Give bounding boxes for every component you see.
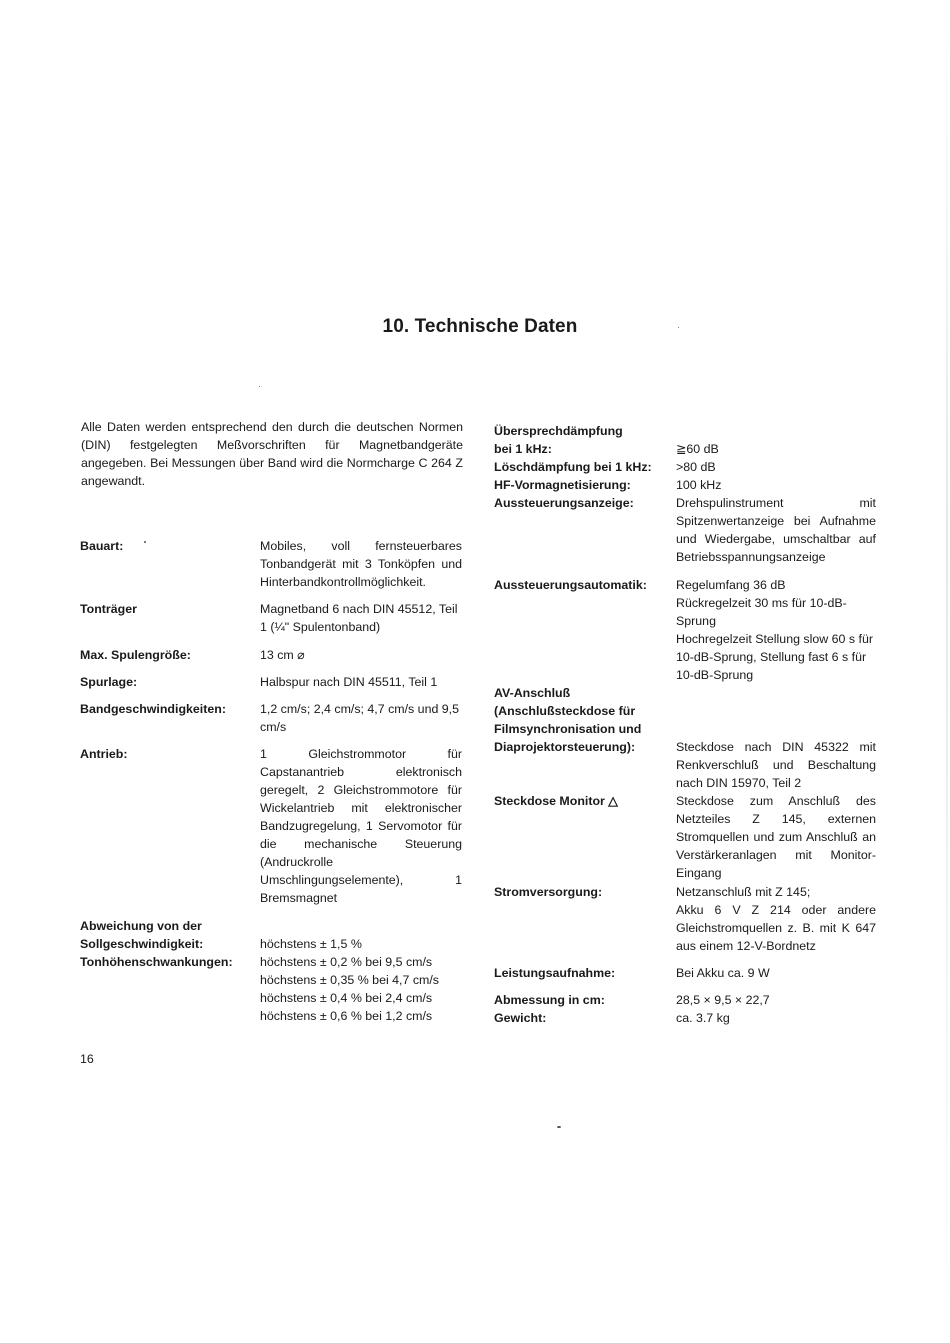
loeschdaempfung-label: Löschdämpfung bei 1 kHz: — [494, 460, 652, 474]
av-anschluss-value: Steckdose nach DIN 45322 mit Renkverschluß und Beschaltung nach DIN 15970, Teil 2 — [676, 740, 876, 790]
hf-vormagnetisierung-value: 100 kHz — [676, 478, 722, 492]
uebersprech-label-2: bei 1 kHz: — [494, 442, 552, 456]
spurlage-label: Spurlage: — [80, 675, 138, 689]
steckdose-monitor-label: Steckdose Monitor △ — [494, 794, 618, 808]
av-anschluss-label-2: (Anschlußsteckdose für — [494, 704, 636, 718]
aussteuerungsanzeige-value: Drehspulinstrument mit Spitzenwertanzeige bei Aufnahme und Wiedergabe, umschaltbar auf Betriebsspannungsanzeige — [676, 496, 876, 564]
tonhoehe-line: höchstens ± 0,4 % bei 2,4 cm/s — [260, 991, 433, 1005]
page-title: 10. Technische Daten — [382, 316, 578, 337]
automatik-line: Rückregelzeit 30 ms für 10-dB-Sprung — [676, 596, 847, 628]
tonhoehe-line: höchstens ± 0,35 % bei 4,7 cm/s — [260, 973, 439, 987]
abmessung-value: 28,5 × 9,5 × 22,7 — [676, 993, 770, 1007]
scan-speck — [259, 386, 260, 387]
automatik-line: Hochregelzeit Stellung slow 60 s für 10-dB-Sprung, Stellung fast 6 s für 10-dB-Sprung — [676, 632, 873, 682]
spulengroesse-label: Max. Spulengröße: — [80, 648, 191, 662]
tontraeger-value: Magnetband 6 nach DIN 45512, Teil 1 (¼" Spulentonband) — [260, 602, 458, 634]
bauart-label: Bauart: — [80, 539, 124, 553]
tonhoehe-label: Tonhöhenschwankungen: — [80, 955, 233, 969]
stromversorgung-line: Netzanschluß mit Z 145; — [676, 885, 811, 899]
scan-speck — [678, 327, 679, 328]
abmessung-label: Abmessung in cm: — [494, 993, 605, 1007]
bandgeschwindigkeiten-label: Bandgeschwindigkeiten: — [80, 702, 226, 716]
abweichung-label-1: Abweichung von der — [80, 919, 202, 933]
automatik-line: Regelumfang 36 dB — [676, 578, 786, 592]
gewicht-value: ca. 3.7 kg — [676, 1011, 730, 1025]
aussteuerungsautomatik-label: Aussteuerungsautomatik: — [494, 578, 647, 592]
leistungsaufnahme-value: Bei Akku ca. 9 W — [676, 966, 770, 980]
abweichung-value: höchstens ± 1,5 % — [260, 937, 362, 951]
bandgeschwindigkeiten-value: 1,2 cm/s; 2,4 cm/s; 4,7 cm/s und 9,5 cm/s — [260, 702, 460, 734]
stromversorgung-value: Akku 6 V Z 214 oder andere Gleichstromquellen z. B. mit K 647 aus einem 12-V-Bordnetz — [676, 903, 876, 953]
scan-speck — [144, 541, 146, 543]
av-anschluss-label-3: Filmsynchronisation und — [494, 722, 642, 736]
loeschdaempfung-value: >80 dB — [676, 460, 716, 474]
intro-paragraph: Alle Daten werden entsprechend den durch die deutschen Normen (DIN) festgelegten Meßvorschriften für Magnetbandgeräte angegeben. Bei Messungen über Band wird die Normcharge C 264 Z angewandt. — [81, 420, 463, 488]
aussteuerungsanzeige-label: Aussteuerungsanzeige: — [494, 496, 634, 510]
spurlage-value: Halbspur nach DIN 45511, Teil 1 — [260, 675, 438, 689]
uebersprech-value: ≧60 dB — [676, 442, 719, 456]
page-number: 16 — [80, 1052, 94, 1066]
antrieb-value: 1 Gleichstrommotor für Capstanantrieb elektronisch geregelt, 2 Gleichstrommotore für Wickelantrieb mit elektronischer Bandzugregelung, 1 Servomotor für die mechanische Steuerung (Andruckrolle Umschlingungselemente), 1 Bremsmagnet — [260, 747, 462, 905]
scan-speck — [557, 1126, 561, 1128]
tontraeger-label: Tonträger — [80, 602, 137, 616]
uebersprech-label-1: Übersprechdämpfung — [494, 424, 623, 438]
av-anschluss-label-1: AV-Anschluß — [494, 686, 571, 700]
tonhoehe-line: höchstens ± 0,2 % bei 9,5 cm/s — [260, 955, 433, 969]
gewicht-label: Gewicht: — [494, 1011, 547, 1025]
page-edge — [946, 0, 948, 1343]
tonhoehe-line: höchstens ± 0,6 % bei 1,2 cm/s — [260, 1009, 433, 1023]
steckdose-monitor-value: Steckdose zum Anschluß des Netzteiles Z 145, externen Stromquellen und zum Anschluß an Verstärkeranlagen mit Monitor-Eingang — [676, 794, 876, 880]
hf-vormagnetisierung-label: HF-Vormagnetisierung: — [494, 478, 631, 492]
stromversorgung-label: Stromversorgung: — [494, 885, 603, 899]
bauart-value: Mobiles, voll fernsteuerbares Tonbandgerät mit 3 Tonköpfen und Hinterbandkontrollmöglichkeit. — [260, 539, 462, 589]
av-anschluss-label-4: Diaprojektorsteuerung): — [494, 740, 636, 754]
leistungsaufnahme-label: Leistungsaufnahme: — [494, 966, 616, 980]
spulengroesse-value: 13 cm ⌀ — [260, 648, 305, 662]
abweichung-label-2: Sollgeschwindigkeit: — [80, 937, 204, 951]
antrieb-label: Antrieb: — [80, 747, 128, 761]
